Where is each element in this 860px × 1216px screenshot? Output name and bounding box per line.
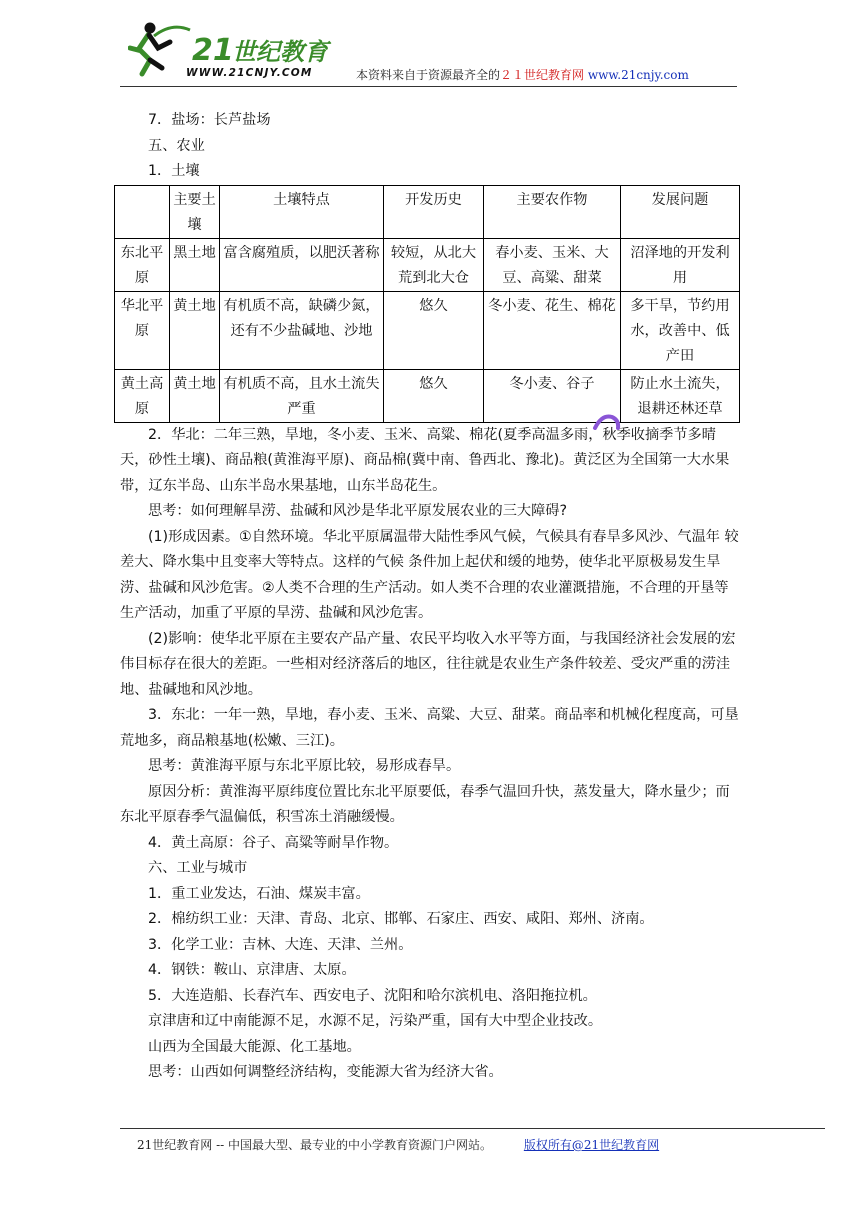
- paragraph: 1．重工业发达，石油、煤炭丰富。: [148, 885, 370, 902]
- table-header-cell: 主要土壤: [170, 185, 220, 238]
- table-cell: 华北平原: [115, 291, 170, 369]
- paragraph: (1)形成因素。①自然环境。华北平原属温带大陆性季风气候，气候具有春旱多风沙、气温年 较差大、降水集中且变率大等特点。这样的气候 条件加上起伏和缓的地势，使华北平原极易发生旱涝、盐碱和风沙危害。②人类不合理的生产活动。如人类不合理的农业灌溉措施，不合理的开垦等生产活动，加重了平原的旱涝、盐碱和风沙危害。: [120, 528, 739, 621]
- paragraph: 思考：山西如何调整经济结构，变能源大省为经济大省。: [148, 1064, 503, 1080]
- table-header-row: [115, 185, 740, 238]
- paragraph: 京津唐和辽中南能源不足，水源不足，污染严重，国有大中型企业技改。: [148, 1013, 603, 1029]
- section-line: 7．盐场：长芦盐场: [148, 112, 271, 128]
- section-heading-industry: 六、工业与城市: [148, 860, 248, 876]
- footer-divider: [120, 1128, 825, 1129]
- table-row: [115, 238, 740, 291]
- site-logo: [128, 18, 338, 82]
- pen-stroke-icon: [592, 412, 622, 430]
- table-header-cell: [115, 185, 170, 238]
- paragraph: 5．大连造船、长春汽车、西安电子、沈阳和哈尔滨机电、洛阳拖拉机。: [148, 987, 597, 1004]
- paragraph: 山西为全国最大能源、化工基地。: [148, 1038, 361, 1055]
- header-source-note: [356, 66, 689, 83]
- table-cell: 悠久: [384, 369, 484, 422]
- header-note-site: ２１世纪教育网: [500, 68, 585, 82]
- table-cell: 春小麦、玉米、大豆、高粱、甜菜: [484, 238, 621, 291]
- document-body: [120, 108, 740, 1086]
- runner-logo-icon: [128, 18, 338, 82]
- subsection-heading-soil: 1．土壤: [148, 163, 200, 179]
- logo-wordmark: 世纪教育: [232, 38, 328, 66]
- page-footer: [137, 1136, 659, 1153]
- paragraph: 2．棉纺织工业：天津、青岛、北京、邯郸、石家庄、西安、咸阳、郑州、济南。: [148, 911, 654, 927]
- table-cell: 悠久: [384, 291, 484, 369]
- header-note-prefix: 本资料来自于资源最齐全的: [356, 68, 501, 82]
- table-row: [115, 291, 740, 369]
- soil-table: [114, 185, 740, 423]
- table-header-cell: 发展问题: [621, 185, 740, 238]
- header-note-url[interactable]: www.21cnjy.com: [587, 68, 689, 82]
- table-cell: 黄土地: [170, 291, 220, 369]
- table-header-cell: 土壤特点: [220, 185, 384, 238]
- table-cell: 较短，从北大荒到北大仓: [384, 238, 484, 291]
- table-cell: 沼泽地的开发利用: [621, 238, 740, 291]
- table-cell: 冬小麦、谷子: [484, 369, 621, 422]
- paragraph: 原因分析：黄淮海平原纬度位置比东北平原要低，春季气温回升快，蒸发量大，降水量少；而东北平原春季气温偏低，积雪冻土消融缓慢。: [120, 783, 730, 825]
- paragraph: (2)影响：使华北平原在主要农产品产量、农民平均收入水平等方面，与我国经济社会发展的宏伟目标存在很大的差距。一些相对经济落后的地区，往往就是农业生产条件较差、受灾严重的涝洼地、盐碱地和风沙地。: [120, 630, 736, 698]
- table-cell: 黑土地: [170, 238, 220, 291]
- table-cell: 东北平原: [115, 238, 170, 291]
- paragraph: 4．黄土高原：谷子、高粱等耐旱作物。: [148, 834, 399, 851]
- header-divider: [120, 86, 737, 87]
- svg-text:21: 21: [192, 33, 234, 68]
- table-cell: 有机质不高，且水土流失严重: [220, 369, 384, 422]
- table-cell: 防止水土流失，退耕还林还草: [621, 369, 740, 422]
- section-heading-agriculture: 五、农业: [148, 137, 205, 154]
- paragraph: 3．东北：一年一熟，旱地，春小麦、玉米、高粱、大豆、甜菜。商品率和机械化程度高，可垦荒地多，商品粮基地(松嫩、三江)。: [120, 707, 739, 749]
- footer-text: 21世纪教育网 -- 中国最大型、最专业的中小学教育资源门户网站。: [137, 1138, 493, 1152]
- paragraph: 3．化学工业：吉林、大连、天津、兰州。: [148, 936, 413, 953]
- logo-url: WWW.21CNJY.COM: [186, 67, 313, 79]
- table-row: [115, 369, 740, 422]
- table-cell: 多干旱，节约用水，改善中、低产田: [621, 291, 740, 369]
- paragraph: 4．钢铁：鞍山、京津唐、太原。: [148, 962, 356, 978]
- table-cell: 黄土地: [170, 369, 220, 422]
- table-header-cell: 开发历史: [384, 185, 484, 238]
- paragraph: 2．华北：二年三熟，旱地，冬小麦、玉米、高粱、棉花(夏季高温多雨，秋季收摘季节多晴天，砂性土壤)、商品粮(黄淮海平原)、商品棉(冀中南、鲁西北、豫北)。黄泛区为全国第一大水果带，辽东半岛、山东半岛水果基地，山东半岛花生。: [120, 426, 730, 494]
- page-header: [0, 0, 860, 90]
- footer-copyright-link[interactable]: 版权所有@21世纪教育网: [523, 1138, 660, 1152]
- table-cell: 有机质不高，缺磷少氮，还有不少盐碱地、沙地: [220, 291, 384, 369]
- table-cell: 富含腐殖质，以肥沃著称: [220, 238, 384, 291]
- paragraph: 思考：黄淮海平原与东北平原比较，易形成春旱。: [148, 758, 461, 774]
- table-cell: 冬小麦、花生、棉花: [484, 291, 621, 369]
- table-cell: 黄土高原: [115, 369, 170, 422]
- paragraph: 思考：如何理解旱涝、盐碱和风沙是华北平原发展农业的三大障碍?: [148, 503, 567, 519]
- table-header-cell: 主要农作物: [484, 185, 621, 238]
